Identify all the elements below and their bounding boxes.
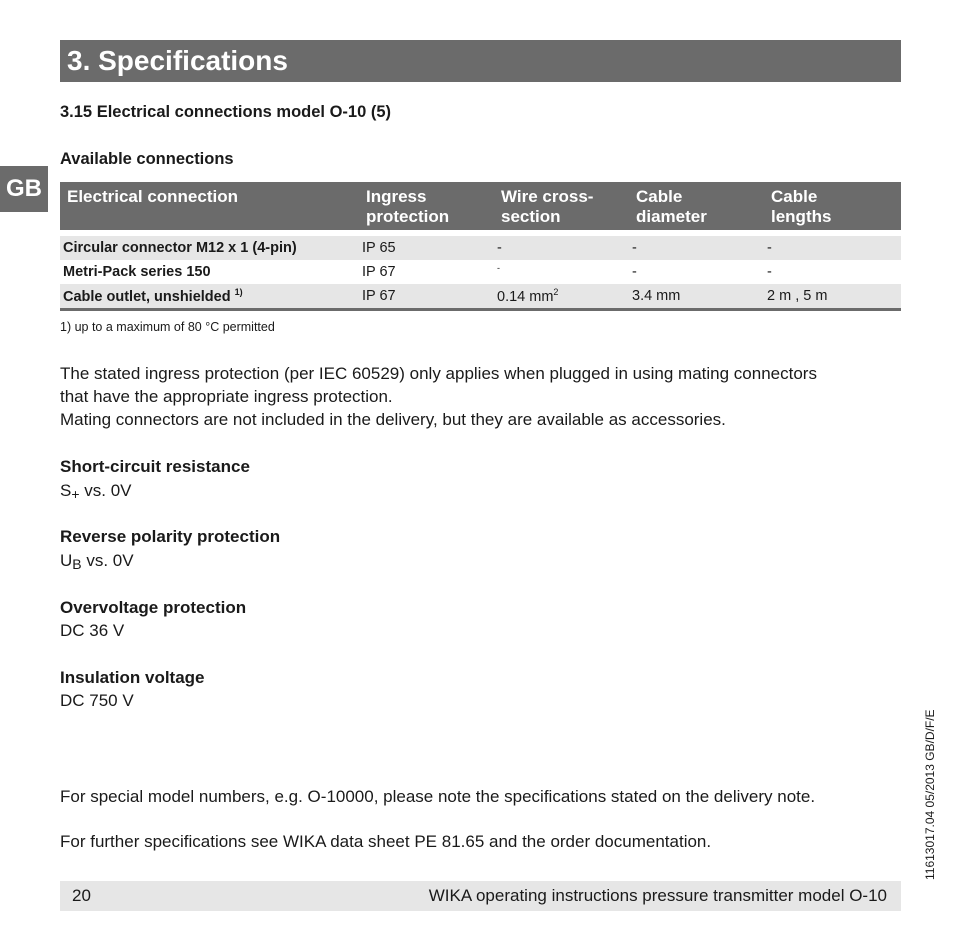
short-circuit-value: S+ vs. 0V <box>60 481 132 502</box>
footer-title: WIKA operating instructions pressure transmitter model O-10 <box>428 886 887 905</box>
table-row <box>60 260 901 284</box>
cell-connection: Circular connector M12 x 1 (4-pin) <box>60 236 359 260</box>
insulation-heading: Insulation voltage <box>60 668 205 687</box>
insulation-value: DC 750 V <box>60 691 134 710</box>
further-specs-note: For further specifications see WIKA data sheet PE 81.65 and the order documentation. <box>60 832 712 851</box>
cell-ingress: IP 67 <box>359 284 494 310</box>
page-number: 20 <box>72 886 91 905</box>
cell-lengths: - <box>764 236 901 260</box>
document-code: 11613017.04 05/2013 GB/D/F/E <box>923 709 937 880</box>
footnote-ref: 1) <box>234 287 243 297</box>
ingress-note-line-2: that have the appropriate ingress protection. <box>60 387 393 406</box>
cell-diameter: - <box>629 236 764 260</box>
cell-connection: Metri-Pack series 150 <box>63 264 211 280</box>
cell-wire: - <box>497 263 500 273</box>
cell-diameter: 3.4 mm <box>629 284 764 310</box>
cell-ingress: IP 65 <box>359 236 494 260</box>
cell-connection: Cable outlet, unshielded $^{1)}$ <box>60 284 359 310</box>
header-electrical-connection: Electrical connection <box>60 182 359 230</box>
cell-lengths: 2 m , 5 m <box>764 284 901 310</box>
overvoltage-value: DC 36 V <box>60 621 125 640</box>
connections-table <box>60 182 901 311</box>
section-title: 3.15 Electrical connections model O-10 (5) <box>60 103 392 121</box>
overvoltage-heading: Overvoltage protection <box>60 598 247 617</box>
table-row <box>60 284 901 310</box>
cell-wire: 0.14 $mm^2$ <box>494 284 629 310</box>
page-footer <box>60 881 901 911</box>
available-connections-title: Available connections <box>60 150 234 168</box>
header-cable-lengths: Cable lengths <box>764 182 901 230</box>
table-row <box>60 236 901 260</box>
reverse-polarity-value: UB vs. 0V <box>60 551 134 572</box>
cell-diameter: - <box>632 264 637 280</box>
short-circuit-heading: Short-circuit resistance <box>60 457 250 476</box>
special-models-note: For special model numbers, e.g. O-10000, please note the specifications stated on the delivery note. <box>60 787 816 806</box>
reverse-polarity-heading: Reverse polarity protection <box>60 527 281 546</box>
cell-ingress: IP 67 <box>362 264 396 280</box>
header-cable-diameter: Cable diameter <box>629 182 764 230</box>
header-wire-cross-section: Wire cross- section <box>494 182 629 230</box>
header-ingress-protection: Ingress protection <box>359 182 494 230</box>
mating-connectors-note: Mating connectors are not included in the delivery, but they are available as accessories. <box>60 410 726 429</box>
table-footnote: 1) up to a maximum of 80 °C permitted <box>60 320 275 334</box>
page-title: 3. Specifications <box>60 40 901 82</box>
language-tab: GB <box>0 166 48 212</box>
table-header-row <box>60 182 901 230</box>
cell-lengths: - <box>767 264 772 280</box>
ingress-note-line-1: The stated ingress protection (per IEC 60529) only applies when plugged in using mating connectors <box>60 364 817 383</box>
cell-wire: - <box>494 236 629 260</box>
